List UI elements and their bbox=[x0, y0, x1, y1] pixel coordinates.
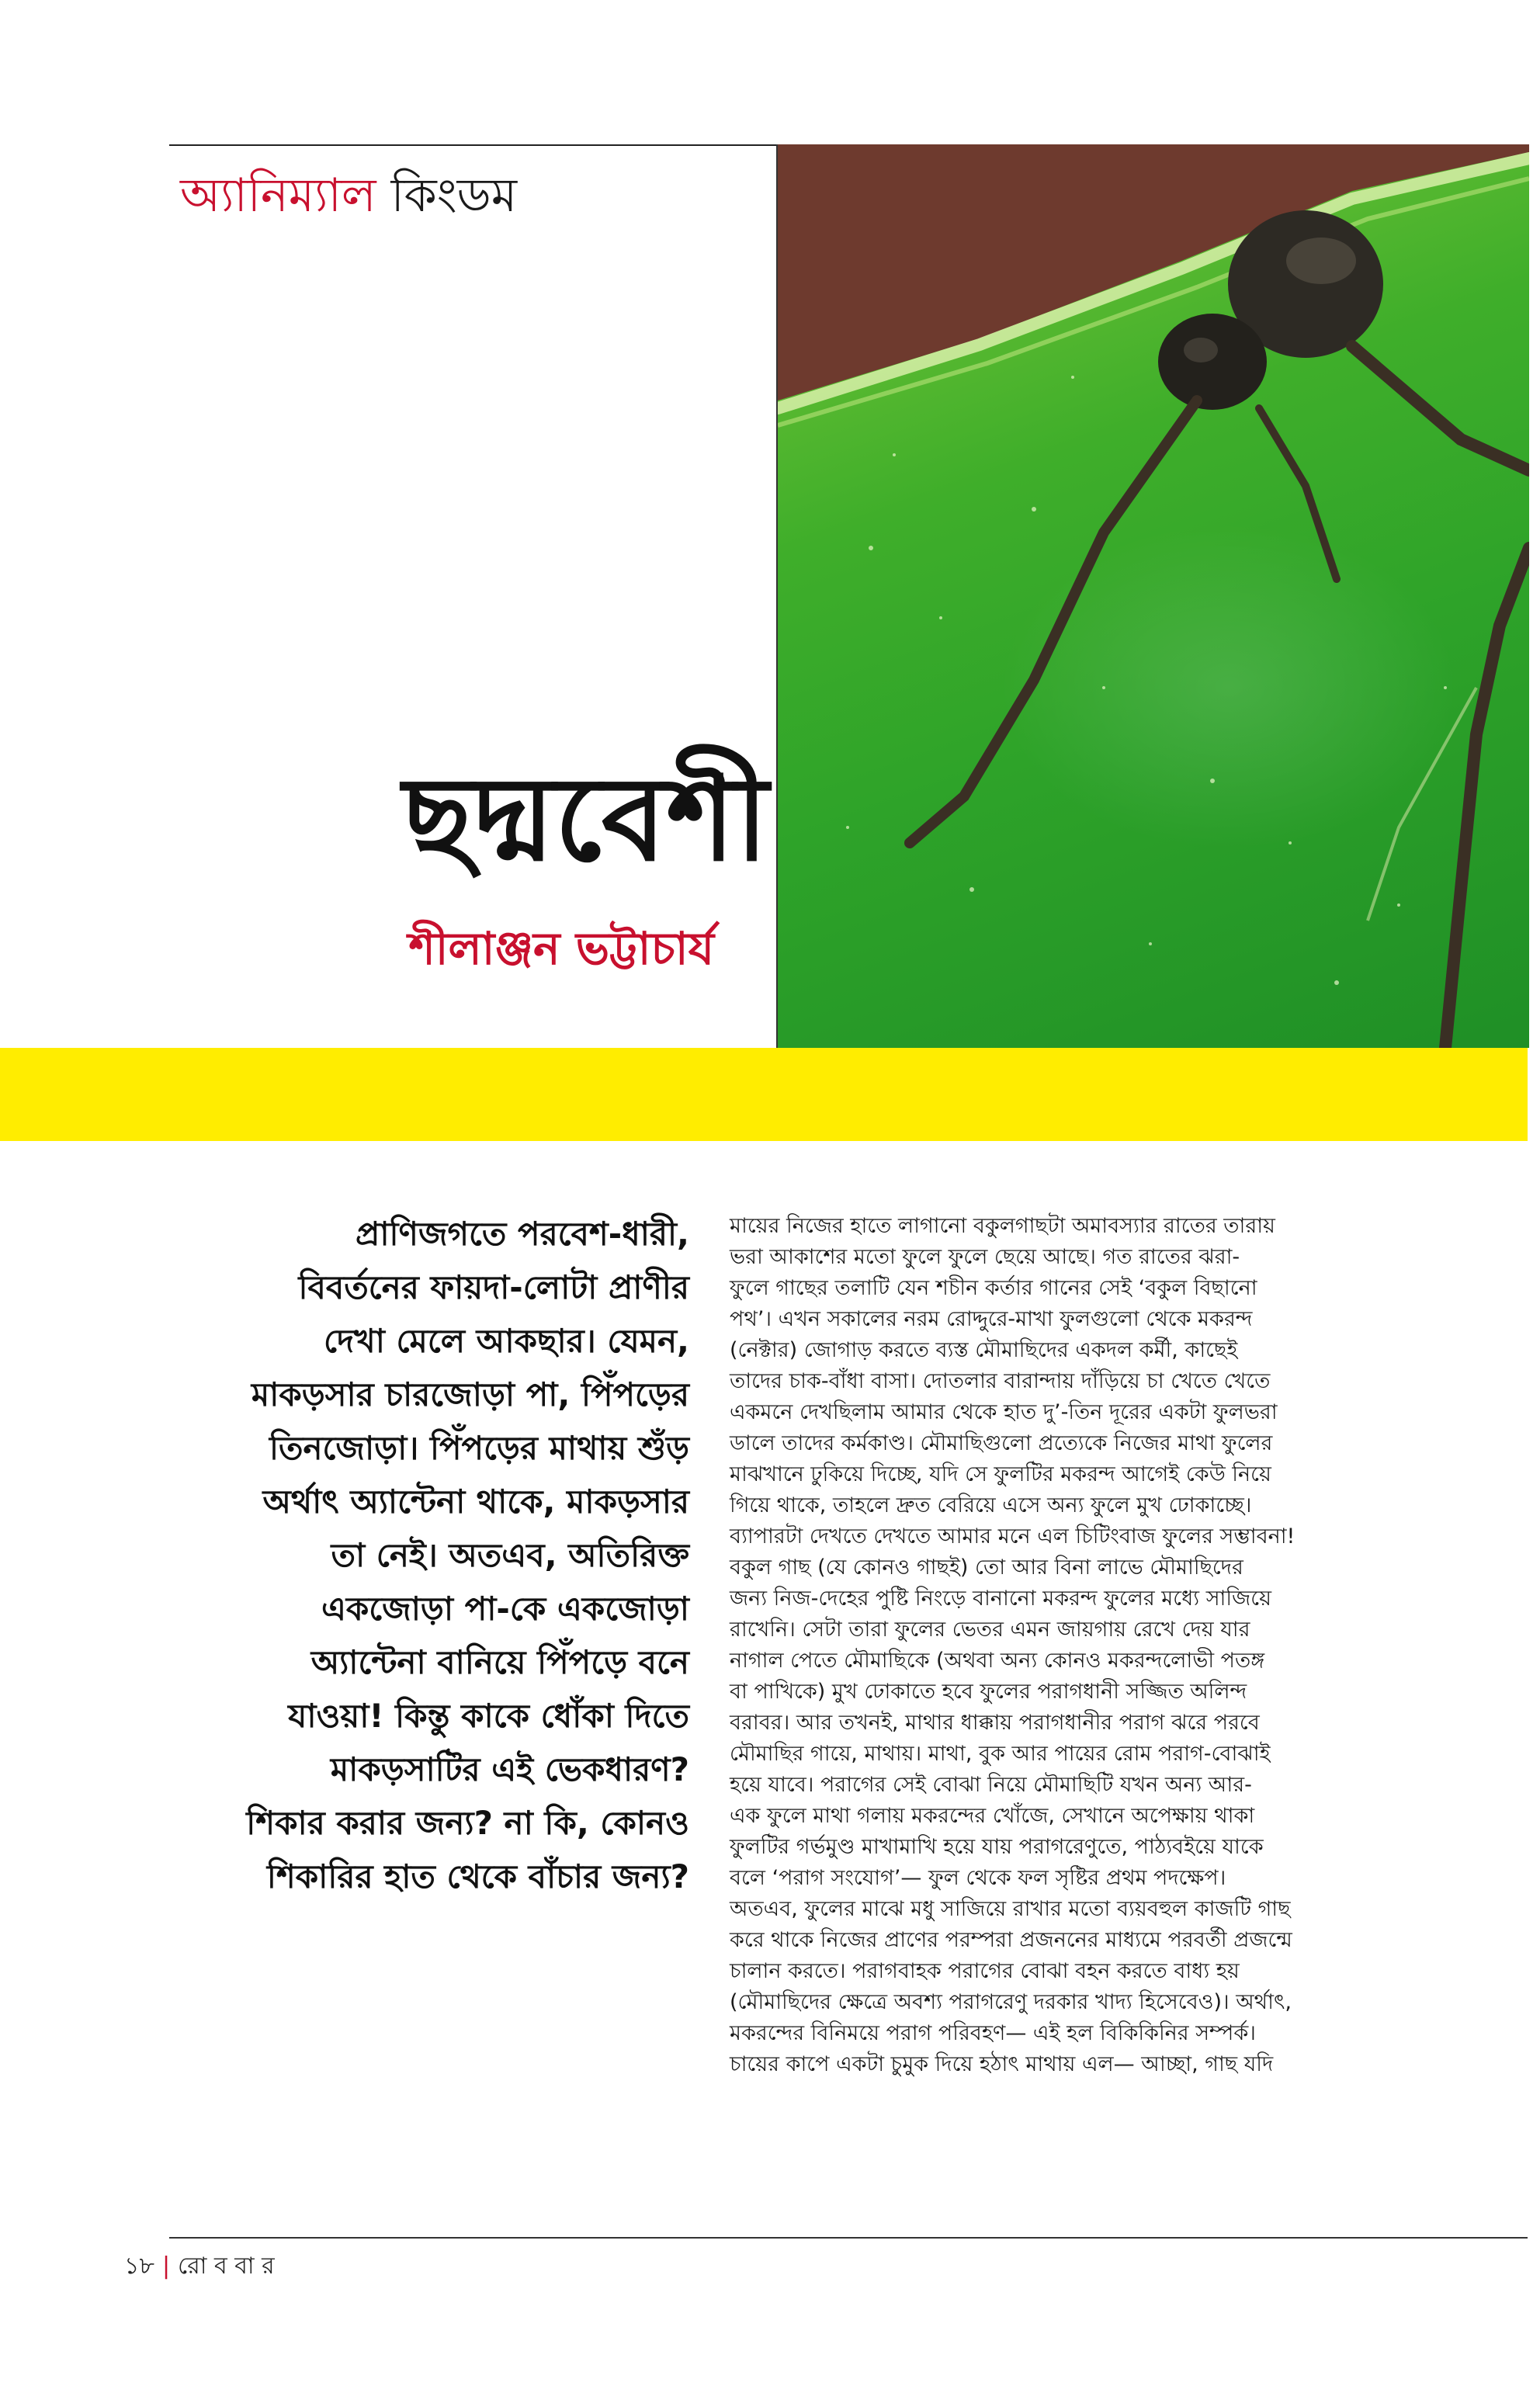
pull-quote-line: তিনজোড়া। পিঁপড়ের মাথায় শুঁড় bbox=[269, 1429, 689, 1467]
body-line: নাগাল পেতে মৌমাছিকে (অথবা অন্য কোনও মকরন্দলোভী পতঙ্গ bbox=[730, 1649, 1265, 1673]
body-line: (নেক্টার) জোগাড় করতে ব্যস্ত মৌমাছিদের একদল কর্মী, কাছেই bbox=[730, 1338, 1238, 1362]
article-title: ছদ্মবেশী bbox=[403, 751, 768, 887]
body-line: ফুলটির গর্ভমুণ্ড মাখামাখি হয়ে যায় পরাগরেণুতে, পাঠ্যবইয়ে যাকে bbox=[730, 1835, 1264, 1859]
spider-leg-lower bbox=[1445, 548, 1529, 1048]
article-body bbox=[730, 1211, 1351, 2080]
yellow-band bbox=[0, 1048, 1528, 1141]
pull-quote-line: প্রাণিজগতে পরবেশ-ধারী, bbox=[356, 1215, 689, 1253]
body-line: এক ফুলে মাথা গলায় মকরন্দের খোঁজে, সেখানে অপেক্ষায় থাকা bbox=[730, 1804, 1255, 1828]
body-line: ভরা আকাশের মতো ফুলে ফুলে ছেয়ে আছে। গত রাতের ঝরা- bbox=[730, 1245, 1240, 1269]
body-line: বলে ‘পরাগ সংযোগ’— ফুল থেকে ফল সৃষ্টির প্রথম পদক্ষেপ। bbox=[730, 1866, 1226, 1890]
body-line: রাখেনি। সেটা তারা ফুলের ভেতর এমন জায়গায় রেখে দেয় যার bbox=[730, 1618, 1250, 1642]
body-line: মৌমাছির গায়ে, মাথায়। মাথা, বুক আর পায়ের রোম পরাগ-বোঝাই bbox=[730, 1742, 1271, 1766]
spider-photo bbox=[776, 144, 1529, 1048]
body-line: জন্য নিজ-দেহের পুষ্টি নিংড়ে বানানো মকরন্দ ফুলের মধ্যে সাজিয়ে bbox=[730, 1587, 1271, 1611]
publication-name: রো ব বা র bbox=[178, 2253, 275, 2280]
pull-quote-line: শিকার করার জন্য? না কি, কোনও bbox=[246, 1804, 689, 1842]
pull-quote-line: একজোড়া পা-কে একজোড়া bbox=[321, 1590, 689, 1628]
pull-quote-line: দেখা মেলে আকছার। যেমন, bbox=[324, 1322, 689, 1360]
pull-quote-line: মাকড়সার চারজোড়া পা, পিঁপড়ের bbox=[251, 1375, 689, 1413]
section-label-rest: কিংডম bbox=[390, 168, 518, 223]
body-line: বকুল গাছ (যে কোনও গাছই) তো আর বিনা লাভে মৌমাছিদের bbox=[730, 1555, 1243, 1580]
body-line: চায়ের কাপে একটা চুমুক দিয়ে হঠাৎ মাথায় এল— আচ্ছা, গাছ যদি bbox=[730, 2052, 1274, 2076]
page-number: ১৮ bbox=[124, 2253, 154, 2280]
pull-quote-line: তা নেই। অতএব, অতিরিক্ত bbox=[331, 1536, 689, 1574]
body-line: ডালে তাদের কর্মকাণ্ড। মৌমাছিগুলো প্রত্যেকে নিজের মাথা ফুলের bbox=[730, 1431, 1273, 1455]
pull-quote-line: শিকারির হাত থেকে বাঁচার জন্য? bbox=[266, 1857, 689, 1895]
pull-quote-line: অ্যান্টেনা বানিয়ে পিঁপড়ে বনে bbox=[310, 1643, 689, 1681]
photo-speckles bbox=[846, 345, 1447, 985]
body-line: ফুলে গাছের তলাটি যেন শচীন কর্তার গানের সেই ‘বকুল বিছানো bbox=[730, 1276, 1257, 1300]
footer-rule bbox=[169, 2237, 1528, 2239]
page-footer bbox=[124, 2251, 275, 2282]
body-line: ব্যাপারটা দেখতে দেখতে আমার মনে এল চিটিংবাজ ফুলের সম্ভাবনা! bbox=[730, 1524, 1295, 1549]
body-line: অতএব, ফুলের মাঝে মধু সাজিয়ে রাখার মতো ব্যয়বহুল কাজটি গাছ bbox=[730, 1897, 1291, 1921]
body-line: মাঝখানে ঢুকিয়ে দিচ্ছে, যদি সে ফুলটির মকরন্দ আগেই কেউ নিয়ে bbox=[730, 1462, 1271, 1486]
body-line: হয়ে যাবে। পরাগের সেই বোঝা নিয়ে মৌমাছিটি যখন অন্য আর- bbox=[730, 1773, 1252, 1797]
section-label-accent: অ্যানিম্যাল bbox=[180, 168, 376, 223]
body-line: মায়ের নিজের হাতে লাগানো বকুলগাছটা অমাবস্যার রাতের তারায় bbox=[730, 1214, 1275, 1238]
body-line: বরাবর। আর তখনই, মাথার ধাক্কায় পরাগধানীর পরাগ ঝরে পরবে bbox=[730, 1711, 1260, 1735]
pull-quote-line: মাকড়সাটির এই ভেকধারণ? bbox=[330, 1750, 689, 1788]
body-line: (মৌমাছিদের ক্ষেত্রে অবশ্য পরাগরেণু দরকার খাদ্য হিসেবেও)। অর্থাৎ, bbox=[730, 1990, 1292, 2014]
pull-quote-line: অর্থাৎ অ্যান্টেনা থাকে, মাকড়সার bbox=[262, 1483, 689, 1521]
body-line: গিয়ে থাকে, তাহলে দ্রুত বেরিয়ে এসে অন্য ফুলে মুখ ঢোকাচ্ছে। bbox=[730, 1493, 1252, 1517]
pull-quote-line: বিবর্তনের ফায়দা-লোটা প্রাণীর bbox=[298, 1268, 689, 1306]
body-line: মকরন্দের বিনিময়ে পরাগ পরিবহণ— এই হল বিকিকিনির সম্পর্ক। bbox=[730, 2021, 1256, 2045]
body-line: পথ’। এখন সকালের নরম রোদ্দুরে-মাখা ফুলগুলো থেকে মকরন্দ bbox=[730, 1307, 1253, 1331]
body-line: একমনে দেখছিলাম আমার থেকে হাত দু’-তিন দূরের একটা ফুলভরা bbox=[730, 1400, 1278, 1424]
spider-leg-right bbox=[1352, 346, 1529, 470]
pull-quote-line: যাওয়া! কিন্তু কাকে ধোঁকা দিতে bbox=[288, 1697, 689, 1735]
body-line: করে থাকে নিজের প্রাণের পরম্পরা প্রজননের মাধ্যমে পরবর্তী প্রজন্মে bbox=[730, 1928, 1292, 1952]
spider-leg-front bbox=[910, 401, 1197, 843]
top-rule bbox=[169, 144, 776, 146]
article-author: শীলাঞ্জন ভট্টাচার্য bbox=[408, 922, 714, 975]
section-label bbox=[180, 165, 517, 227]
spider-head bbox=[1158, 314, 1267, 410]
body-line: তাদের চাক-বাঁধা বাসা। দোতলার বারান্দায় দাঁড়িয়ে চা খেতে খেতে bbox=[730, 1369, 1271, 1393]
pull-quote bbox=[163, 1207, 689, 1903]
spider-photo-illustration bbox=[778, 144, 1529, 1048]
body-line: বা পাখিকে) মুখ ঢোকাতে হবে ফুলের পরাগধানী সজ্জিত অলিন্দ bbox=[730, 1680, 1247, 1704]
footer-separator: | bbox=[161, 2253, 171, 2280]
body-line: চালান করতে। পরাগবাহক পরাগের বোঝা বহন করতে বাধ্য হয় bbox=[730, 1959, 1240, 1983]
